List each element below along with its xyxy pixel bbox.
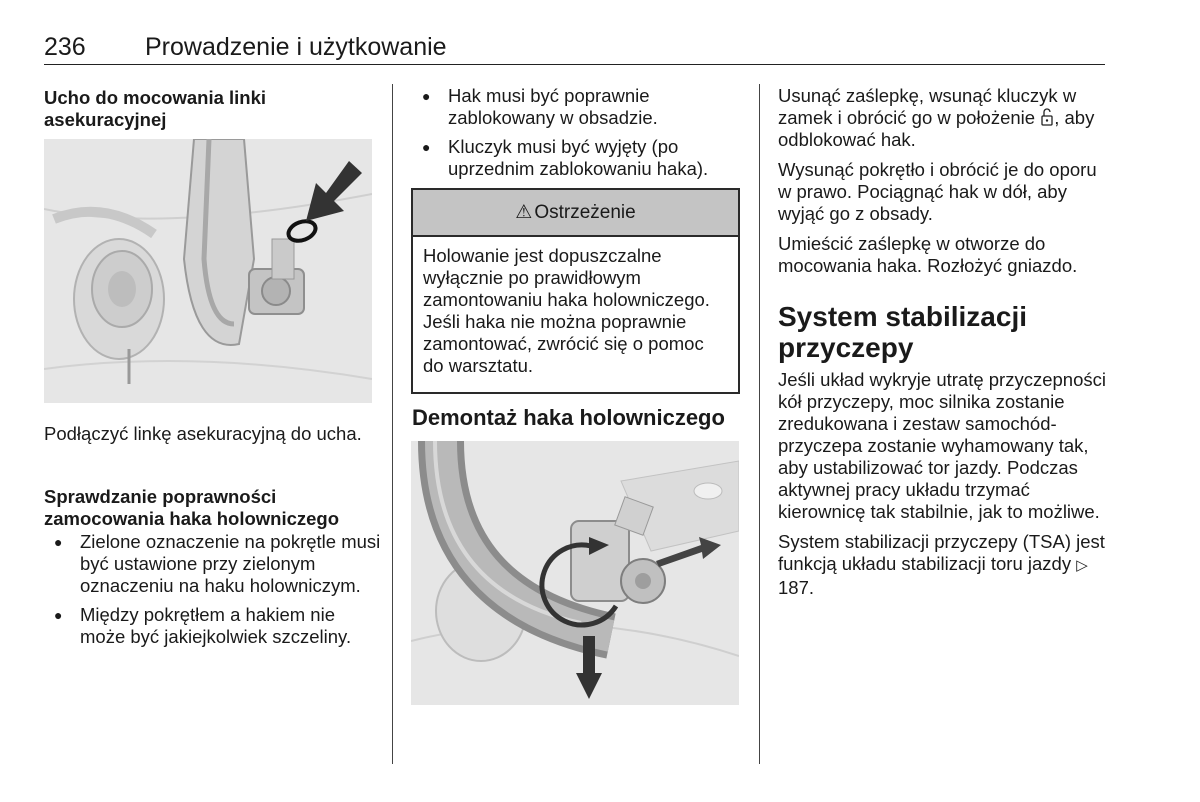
warning-header: [413, 190, 738, 237]
trailer-stability-reference: System stabilizacji przyczepy (TSA) jest funkcją układu stabilizacji toru jazdy ▷ 187.: [778, 531, 1105, 598]
page-reference-link[interactable]: 187: [778, 577, 809, 598]
instruction-insert-cap: Umieścić zaślepkę w otworze do mocowania haka. Rozłożyć gniazdo.: [778, 233, 1078, 276]
trailer-stability-description: Jeśli układ wykryje utratę przyczepności kół przyczepy, moc silnika zostanie zredukowana i zestaw samochód-przyczepa zostanie wyhamowany tak, aby ustabilizować tor jazdy. Podczas aktywnej pracy układu trzymać kierownicę tak stabilnie, jak to możliwe.: [778, 369, 1106, 522]
illustration-hook-removal: [411, 441, 739, 705]
section-heading-check-mounting: Sprawdzanie poprawności zamocowania haka holowniczego: [44, 486, 340, 529]
illustration-safety-eye: [44, 139, 372, 403]
section-heading-trailer-stability: System stabilizacji przyczepy: [778, 301, 1028, 363]
list-item: ● Hak musi być poprawnie zablokowany w obsadzie.: [412, 85, 747, 129]
warning-box: [411, 188, 740, 394]
page-number: 236: [44, 33, 86, 61]
column-divider-left: [392, 84, 393, 764]
column-divider-right: [759, 84, 760, 764]
instruction-connect-cable: Podłączyć linkę asekuracyjną do ucha.: [44, 423, 362, 444]
header-rule: [44, 64, 1105, 65]
list-item: ● Zielone oznaczenie na pokrętle musi być ustawione przy zielonym oznaczeniu na haku holowniczym.: [44, 531, 384, 597]
instruction-unlock-hook: Usunąć zaślepkę, wsunąć kluczyk w zamek i obrócić go w położenie , aby odblokować hak.: [778, 85, 1095, 150]
section-heading-safety-eye: Ucho do mocowania linki asekuracyjnej: [44, 87, 267, 130]
unlock-symbol-icon: [1041, 108, 1053, 126]
warning-title: Ostrzeżenie: [534, 201, 636, 223]
check-bullet-list: [44, 531, 384, 648]
section-heading-removal: Demontaż haka holowniczego: [412, 405, 725, 430]
instruction-remove-hook: Wysunąć pokrętło i obrócić je do oporu w prawo. Pociągnąć hak w dół, aby wyjąć go z obsady.: [778, 159, 1097, 224]
warning-text: Holowanie jest dopuszczalne wyłącznie po prawidłowym zamontowaniu haka holowniczego. Jeśli haka nie można poprawnie zamontować, zwrócić się o pomoc do warsztatu.: [423, 245, 710, 376]
page-reference-arrow-icon: ▷: [1076, 557, 1088, 574]
list-item: ● Między pokrętłem a hakiem nie może być jakiejkolwiek szczeliny.: [44, 604, 384, 648]
requirements-bullet-list: [412, 85, 747, 180]
list-item: ● Kluczyk musi być wyjęty (po uprzednim zablokowaniu haka).: [412, 136, 747, 180]
warning-icon: ⚠: [515, 202, 533, 223]
page-title: Prowadzenie i użytkowanie: [145, 33, 447, 61]
